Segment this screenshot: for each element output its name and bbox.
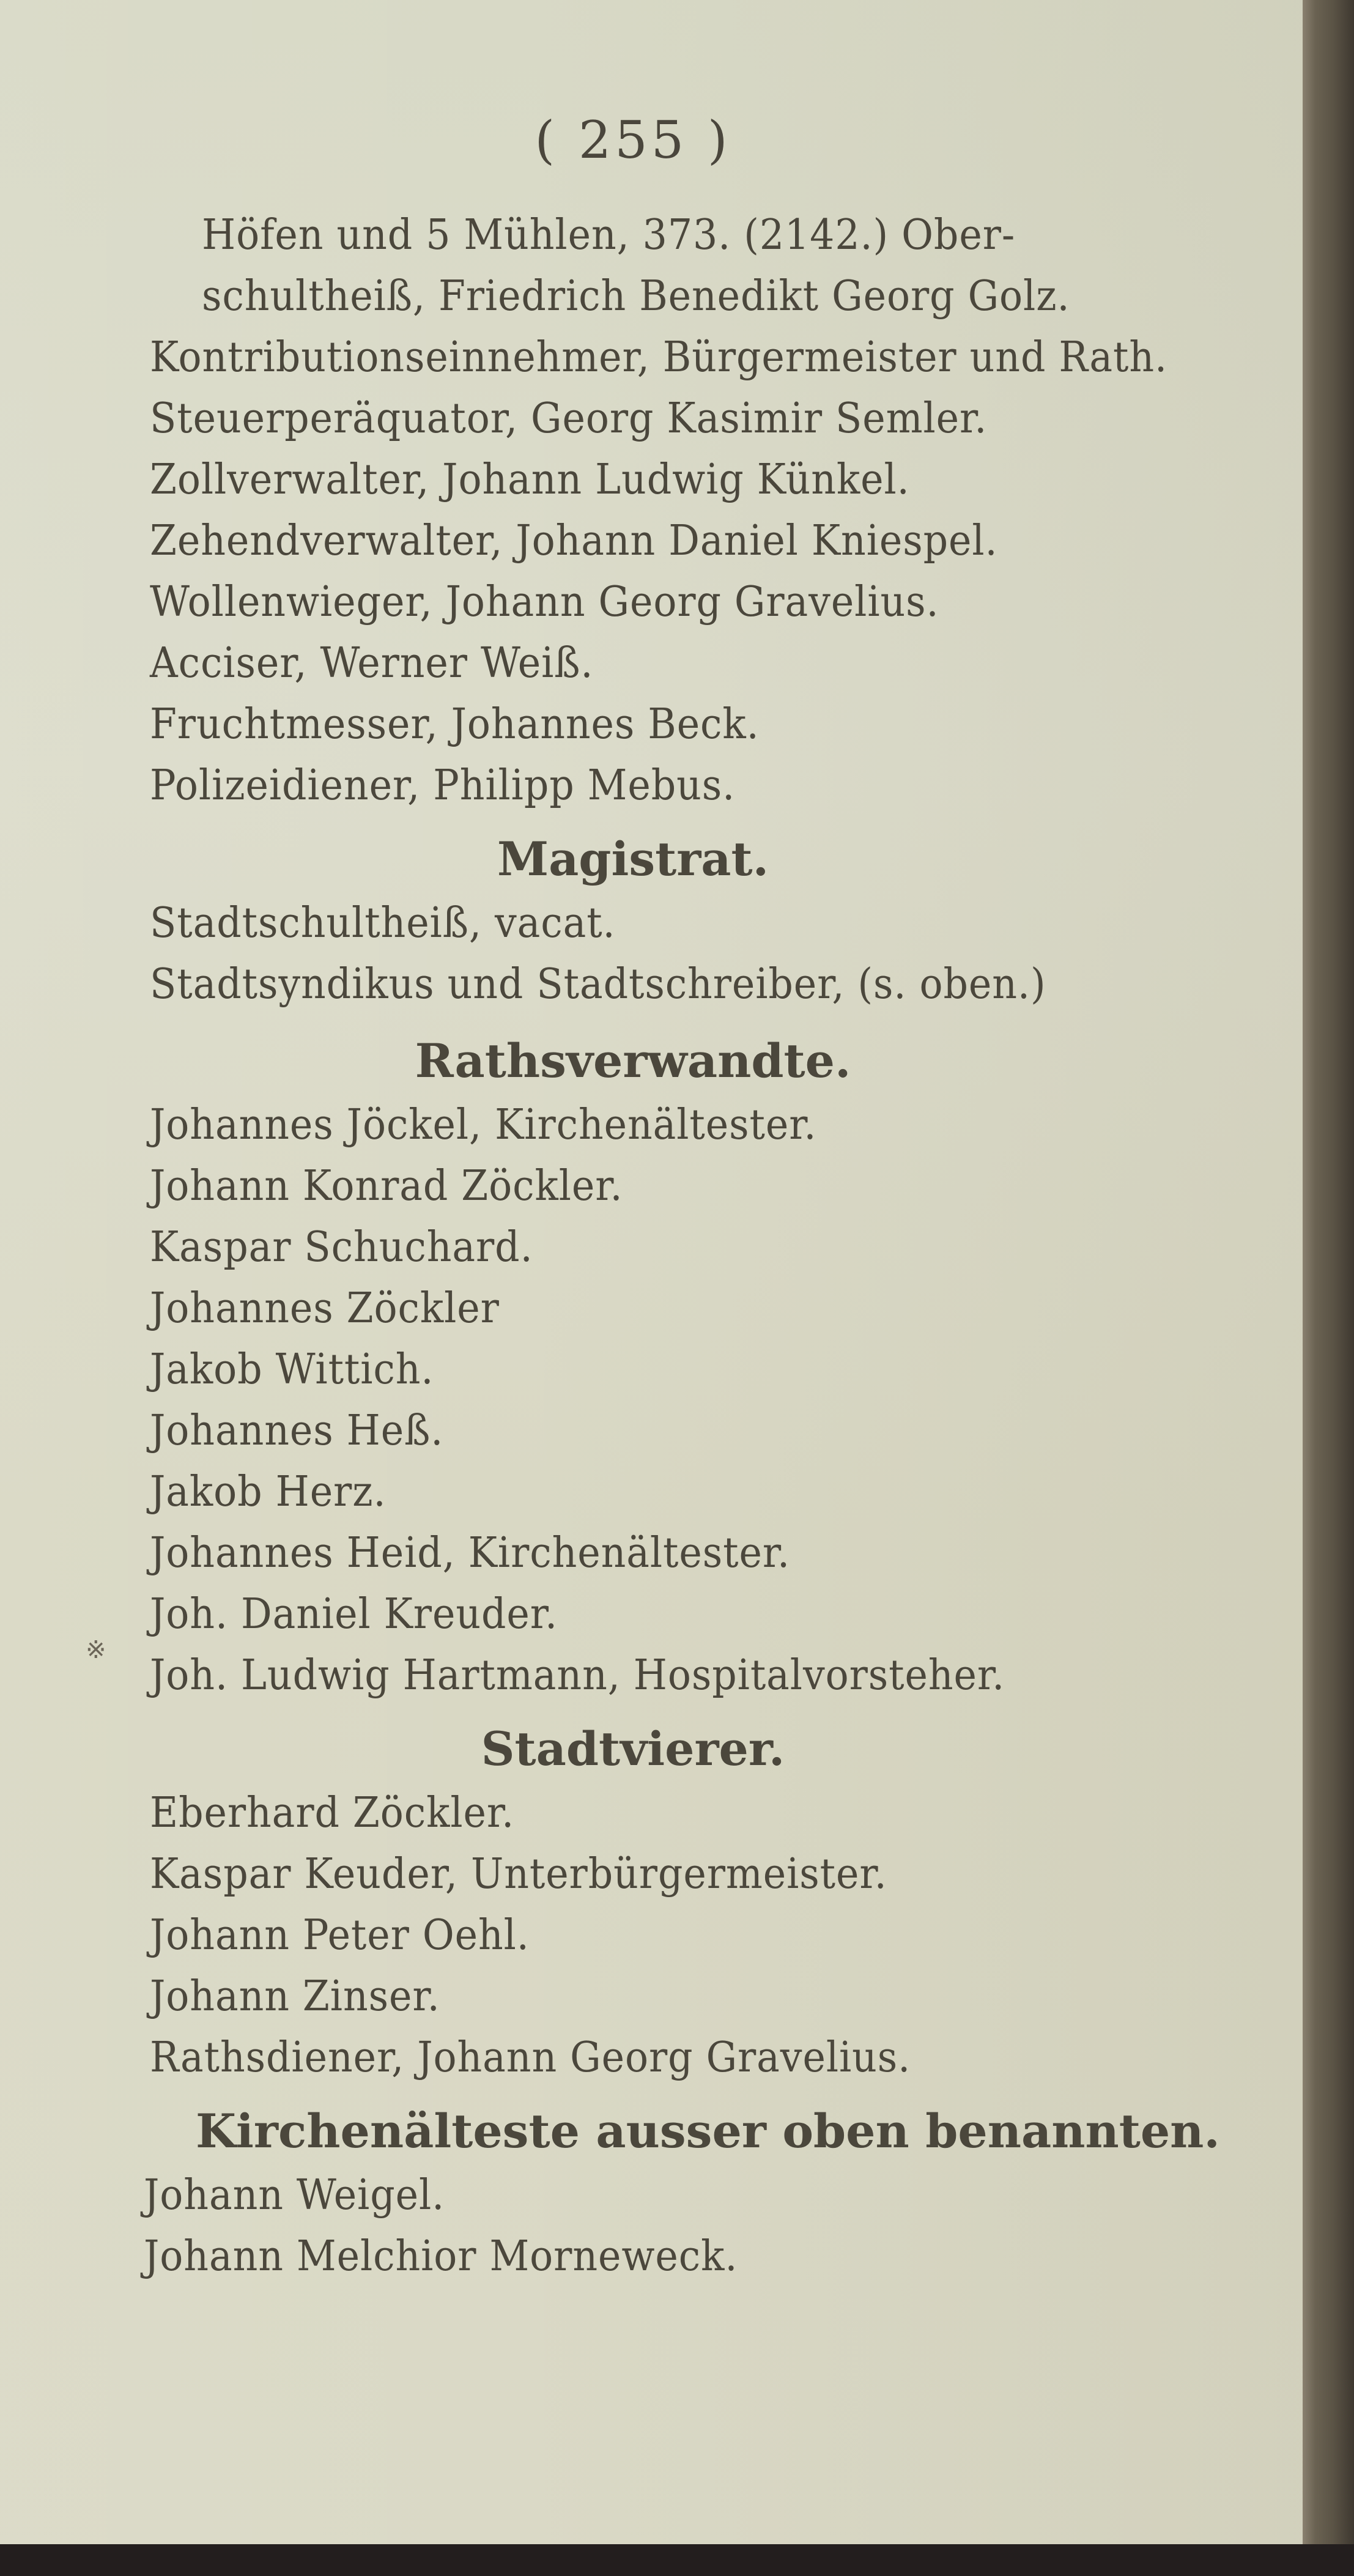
text-line: Stadtschultheiß, vacat. — [150, 899, 616, 947]
text-line: Johann Konrad Zöckler. — [150, 1162, 623, 1210]
section-heading-kirchenaelteste: Kirchenälteste ausser oben benannten. — [196, 2104, 1220, 2158]
margin-mark: ※ — [86, 1636, 106, 1664]
text-line: Rathsdiener, Johann Georg Gravelius. — [150, 2034, 911, 2082]
text-line: Zollverwalter, Johann Ludwig Künkel. — [150, 456, 910, 504]
book-binding — [1303, 0, 1354, 2544]
page-number: ( 255 ) — [535, 110, 731, 170]
text-line: Kontributionseinnehmer, Bürgermeister und Rath. — [150, 333, 1168, 382]
text-line: Wollenwieger, Johann Georg Gravelius. — [150, 578, 939, 626]
text-line: Eberhard Zöckler. — [150, 1789, 515, 1837]
text-line: schultheiß, Friedrich Benedikt Georg Golz. — [202, 272, 1070, 320]
text-line: Johann Peter Oehl. — [150, 1911, 530, 1960]
text-line: Höfen und 5 Mühlen, 373. (2142.) Ober- — [202, 211, 1016, 259]
text-line: Polizeidiener, Philipp Mebus. — [150, 761, 736, 810]
text-line: Jakob Herz. — [150, 1468, 387, 1516]
text-line: Johannes Heid, Kirchenältester. — [150, 1529, 791, 1577]
section-heading-magistrat: Magistrat. — [497, 832, 769, 886]
text-line: Joh. Daniel Kreuder. — [150, 1590, 558, 1638]
text-line: Johann Melchior Morneweck. — [144, 2232, 738, 2281]
text-line: Acciser, Werner Weiß. — [150, 639, 594, 687]
text-line: Steuerperäquator, Georg Kasimir Semler. — [150, 394, 988, 443]
scan-background — [0, 2544, 1354, 2576]
text-line: Johannes Zöckler — [150, 1284, 500, 1333]
text-line: Fruchtmesser, Johannes Beck. — [150, 700, 760, 749]
section-heading-stadtvierer: Stadtvierer. — [481, 1722, 785, 1776]
text-line: Kaspar Schuchard. — [150, 1223, 533, 1271]
text-line: Zehendverwalter, Johann Daniel Kniespel. — [150, 517, 998, 565]
section-heading-rathsverwandte: Rathsverwandte. — [415, 1034, 851, 1088]
text-line: Joh. Ludwig Hartmann, Hospitalvorsteher. — [150, 1651, 1005, 1700]
text-line: Johann Zinser. — [150, 1972, 440, 2021]
text-line: Stadtsyndikus und Stadtschreiber, (s. oben.) — [150, 960, 1046, 1009]
text-line: Johannes Heß. — [150, 1407, 444, 1455]
text-line: Johannes Jöckel, Kirchenältester. — [150, 1101, 817, 1149]
text-line: Johann Weigel. — [144, 2171, 445, 2219]
text-line: Jakob Wittich. — [150, 1345, 434, 1394]
text-line: Kaspar Keuder, Unterbürgermeister. — [150, 1850, 887, 1898]
